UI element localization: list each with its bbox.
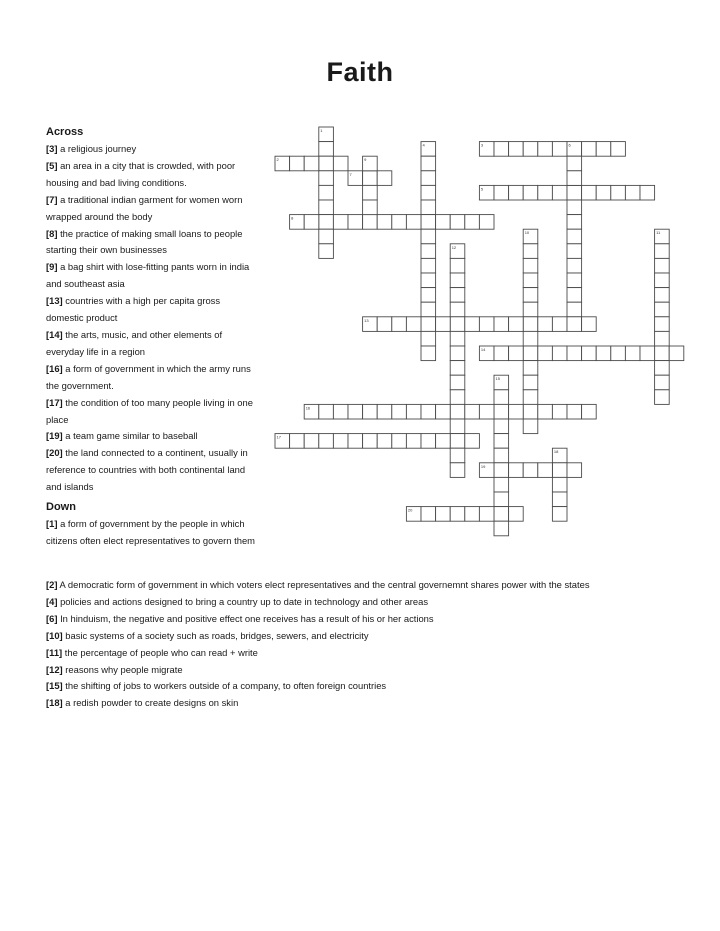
grid-cell[interactable] [363, 404, 378, 419]
clue-number: [14] [46, 328, 63, 340]
grid-cell-number: 8 [291, 215, 294, 221]
grid-cell[interactable] [655, 273, 670, 288]
grid-cell[interactable] [450, 404, 465, 419]
grid-cell[interactable] [304, 215, 319, 230]
grid-cell[interactable] [377, 215, 392, 230]
grid-cell[interactable] [421, 273, 436, 288]
grid-cell[interactable] [582, 185, 597, 200]
clue-number: [7] [46, 193, 58, 205]
grid-cell[interactable] [567, 404, 582, 419]
grid-cell[interactable] [406, 404, 421, 419]
grid-cell[interactable] [319, 229, 334, 244]
grid-cell[interactable] [392, 215, 407, 230]
grid-cell-number: 20 [407, 507, 413, 513]
grid-cell[interactable] [655, 361, 670, 376]
grid-cell[interactable] [552, 507, 567, 522]
grid-cell[interactable] [494, 463, 509, 478]
clue-item [46, 192, 258, 226]
grid-cell[interactable] [421, 156, 436, 171]
clue-number: [16] [46, 362, 63, 374]
grid-cell[interactable] [625, 346, 640, 361]
clue-number: [2] [46, 579, 58, 590]
grid-cell[interactable] [523, 258, 538, 273]
grid-cell[interactable] [523, 288, 538, 303]
grid-cell[interactable] [552, 477, 567, 492]
grid-cell[interactable] [494, 434, 509, 449]
grid-cell[interactable] [552, 317, 567, 332]
grid-cell[interactable] [538, 142, 553, 157]
grid-cell[interactable] [450, 317, 465, 332]
grid-cell-number: 11 [656, 230, 661, 236]
grid-cell[interactable] [552, 346, 567, 361]
grid-cell[interactable] [567, 200, 582, 215]
clue-number: [13] [46, 295, 63, 307]
grid-cell[interactable] [494, 521, 509, 536]
grid-cell[interactable] [421, 215, 436, 230]
grid-cell-number: 9 [364, 157, 367, 163]
grid-cell[interactable] [304, 434, 319, 449]
grid-cell[interactable] [640, 185, 655, 200]
grid-cell[interactable] [450, 419, 465, 434]
grid-cell[interactable] [655, 258, 670, 273]
grid-cell[interactable] [348, 215, 363, 230]
grid-cell[interactable] [479, 507, 494, 522]
grid-cell[interactable] [494, 317, 509, 332]
grid-cell[interactable] [596, 142, 611, 157]
grid-cell[interactable] [363, 185, 378, 200]
grid-cell[interactable] [538, 346, 553, 361]
grid-cell-number: 19 [480, 463, 486, 469]
clue-text: basic systems of a society such as roads, bridges, sewers, and electricity [62, 629, 369, 641]
grid-cell-number: 6 [568, 142, 571, 148]
grid-cell[interactable] [567, 215, 582, 230]
grid-cell[interactable] [509, 463, 524, 478]
clue-text: a form of government in which the army runs the government. [46, 362, 251, 391]
grid-cell[interactable] [611, 142, 626, 157]
grid-cell[interactable] [450, 258, 465, 273]
clue-item [46, 226, 258, 260]
grid-cell[interactable] [465, 215, 480, 230]
grid-cell[interactable] [509, 507, 524, 522]
grid-cell[interactable] [567, 258, 582, 273]
grid-cell[interactable] [348, 434, 363, 449]
grid-cell[interactable] [567, 273, 582, 288]
grid-cell[interactable] [450, 448, 465, 463]
grid-cell[interactable] [523, 317, 538, 332]
grid-cell[interactable] [450, 434, 465, 449]
grid-cell[interactable] [567, 156, 582, 171]
grid-cell[interactable] [655, 317, 670, 332]
grid-cell-number: 5 [480, 186, 484, 192]
grid-cell[interactable] [479, 404, 494, 419]
grid-cell[interactable] [348, 404, 363, 419]
clue-number: [9] [46, 261, 58, 273]
grid-cell[interactable] [582, 317, 597, 332]
clue-number: [11] [46, 646, 63, 658]
grid-cell[interactable] [406, 434, 421, 449]
clue-number: [6] [46, 612, 58, 624]
grid-cell[interactable] [669, 346, 684, 361]
grid-cell[interactable] [494, 404, 509, 419]
clue-item [46, 259, 258, 293]
grid-cell[interactable] [421, 302, 436, 317]
grid-cell[interactable] [509, 346, 524, 361]
grid-cell[interactable] [640, 346, 655, 361]
grid-cell[interactable] [479, 317, 494, 332]
grid-cell[interactable] [552, 404, 567, 419]
clue-item [46, 695, 686, 712]
grid-cell[interactable] [625, 185, 640, 200]
grid-cell[interactable] [596, 185, 611, 200]
clue-number: [1] [46, 518, 58, 530]
grid-cell[interactable] [319, 185, 334, 200]
grid-cell[interactable] [304, 156, 319, 171]
grid-cell[interactable] [436, 507, 451, 522]
grid-cell[interactable] [290, 156, 305, 171]
grid-cell[interactable] [479, 215, 494, 230]
clue-item [46, 678, 686, 695]
grid-cell[interactable] [494, 185, 509, 200]
grid-cell[interactable] [450, 463, 465, 478]
grid-cell-number: 15 [495, 376, 500, 382]
grid-cell[interactable] [436, 434, 451, 449]
grid-cell[interactable] [582, 404, 597, 419]
grid-cell-number: 17 [276, 434, 281, 440]
grid-cell[interactable] [523, 331, 538, 346]
grid-cell[interactable] [523, 273, 538, 288]
grid-cell[interactable] [567, 302, 582, 317]
clue-text: a team game similar to baseball [62, 430, 198, 442]
grid-cell[interactable] [567, 346, 582, 361]
clue-number: [8] [46, 227, 58, 239]
grid-cell[interactable] [552, 142, 567, 157]
grid-cell[interactable] [319, 434, 334, 449]
grid-cell[interactable] [538, 463, 553, 478]
clue-text: a redish powder to create designs on skin [62, 697, 239, 709]
grid-cell[interactable] [523, 185, 538, 200]
clue-number: [4] [46, 595, 58, 607]
clue-item [46, 662, 686, 679]
grid-cell[interactable] [523, 404, 538, 419]
grid-cell[interactable] [523, 390, 538, 405]
grid-cell[interactable] [567, 244, 582, 259]
clue-text: the percentage of people who can read + write [62, 646, 258, 658]
grid-cell[interactable] [582, 346, 597, 361]
grid-cell[interactable] [465, 404, 480, 419]
grid-cell[interactable] [611, 346, 626, 361]
grid-cell[interactable] [450, 390, 465, 405]
grid-cell[interactable] [392, 434, 407, 449]
grid-cell[interactable] [523, 463, 538, 478]
down-clue-list-first [46, 516, 258, 550]
grid-cell[interactable] [538, 317, 553, 332]
grid-cell[interactable] [436, 215, 451, 230]
clue-text: a form of government by the people in which citizens often elect representatives to govern them [46, 518, 255, 546]
grid-cell[interactable] [377, 404, 392, 419]
down-clue-list [46, 577, 686, 712]
grid-cell[interactable] [363, 171, 378, 186]
grid-cell[interactable] [523, 302, 538, 317]
clue-item [46, 445, 258, 496]
grid-cell-number: 2 [276, 157, 279, 163]
grid-cell[interactable] [421, 288, 436, 303]
grid-cell-number: 18 [553, 449, 559, 455]
grid-cell[interactable] [450, 273, 465, 288]
clue-item [46, 594, 686, 611]
grid-cell[interactable] [319, 171, 334, 186]
grid-cell[interactable] [509, 404, 524, 419]
grid-cell[interactable] [509, 142, 524, 157]
clue-text: the shifting of jobs to workers outside of a company, to often foreign countries [62, 680, 387, 692]
clue-text: the arts, music, and other elements of everyday life in a region [46, 328, 223, 357]
grid-cell[interactable] [655, 331, 670, 346]
grid-cell[interactable] [319, 244, 334, 259]
grid-cell[interactable] [421, 404, 436, 419]
grid-cell[interactable] [333, 215, 348, 230]
grid-cell[interactable] [377, 434, 392, 449]
clue-number: [17] [46, 396, 63, 408]
grid-cell[interactable] [421, 507, 436, 522]
grid-cell-number: 12 [451, 244, 457, 250]
grid-cell[interactable] [567, 229, 582, 244]
grid-cell[interactable] [421, 258, 436, 273]
clue-item [46, 611, 686, 628]
clue-item [46, 361, 258, 395]
grid-cell[interactable] [567, 171, 582, 186]
grid-cell[interactable] [523, 361, 538, 376]
grid-cell[interactable] [538, 185, 553, 200]
across-heading: Across [46, 126, 84, 138]
clue-number: [20] [46, 447, 63, 459]
clue-item [46, 395, 258, 429]
grid-cell[interactable] [377, 171, 392, 186]
clue-text: the land connected to a continent, usually in reference to countries with both continental land and islands [46, 447, 248, 493]
grid-cell[interactable] [450, 302, 465, 317]
grid-cell-number: 3 [480, 142, 484, 148]
grid-cell[interactable] [494, 390, 509, 405]
clue-item [46, 158, 258, 192]
clue-number: [3] [46, 143, 58, 154]
clue-number: [5] [46, 159, 58, 171]
grid-cell[interactable] [465, 507, 480, 522]
grid-cell[interactable] [319, 142, 334, 157]
grid-cell[interactable] [421, 185, 436, 200]
grid-cell[interactable] [538, 404, 553, 419]
grid-cell[interactable] [611, 185, 626, 200]
across-clues [46, 124, 258, 550]
clue-text: a traditional indian garment for women worn wrapped around the body [46, 193, 243, 222]
clue-number: [18] [46, 697, 63, 709]
grid-cell[interactable] [494, 477, 509, 492]
grid-cell[interactable] [421, 171, 436, 186]
grid-cell[interactable] [655, 302, 670, 317]
grid-cell[interactable] [596, 346, 611, 361]
grid-cell[interactable] [655, 244, 670, 259]
clue-item [46, 293, 258, 327]
grid-cell[interactable] [552, 492, 567, 507]
clue-number: [15] [46, 680, 63, 692]
grid-cell[interactable] [421, 331, 436, 346]
grid-cell[interactable] [450, 346, 465, 361]
grid-cell[interactable] [290, 434, 305, 449]
grid-cell-number: 14 [480, 347, 486, 352]
grid-cell[interactable] [436, 317, 451, 332]
grid-cell[interactable] [377, 317, 392, 332]
grid-cell[interactable] [333, 434, 348, 449]
clue-item [46, 628, 686, 645]
grid-cell[interactable] [523, 375, 538, 390]
grid-cell[interactable] [567, 463, 582, 478]
clue-text: an area in a city that is crowded, with poor housing and bad living conditions. [46, 159, 236, 188]
grid-cell[interactable] [509, 317, 524, 332]
grid-cell-number: 10 [524, 230, 530, 236]
grid-cell[interactable] [655, 375, 670, 390]
grid-cell[interactable] [392, 317, 407, 332]
clue-text: reasons why people migrate [62, 663, 183, 675]
grid-cell[interactable] [450, 331, 465, 346]
grid-cell[interactable] [392, 404, 407, 419]
grid-cell[interactable] [406, 317, 421, 332]
clue-text: policies and actions designed to bring a country up to date in technology and other areas [57, 595, 429, 607]
across-clue-list [46, 141, 258, 496]
grid-cell-number: 16 [305, 405, 311, 411]
grid-cell[interactable] [567, 288, 582, 303]
grid-cell[interactable] [494, 142, 509, 157]
grid-cell[interactable] [421, 200, 436, 215]
grid-cell[interactable] [450, 375, 465, 390]
grid-cell[interactable] [421, 346, 436, 361]
grid-cell[interactable] [509, 185, 524, 200]
grid-cell[interactable] [567, 185, 582, 200]
grid-cell[interactable] [363, 434, 378, 449]
grid-cell-number: 4 [422, 142, 425, 148]
grid-cell[interactable] [421, 434, 436, 449]
grid-cell[interactable] [494, 346, 509, 361]
clue-item [46, 645, 686, 662]
clue-number: [19] [46, 430, 63, 442]
grid-cell-number: 7 [349, 171, 352, 177]
grid-cell[interactable] [465, 317, 480, 332]
grid-cell[interactable] [523, 419, 538, 434]
grid-cell[interactable] [406, 215, 421, 230]
grid-cell[interactable] [494, 507, 509, 522]
grid-cell[interactable] [552, 463, 567, 478]
grid-cell[interactable] [655, 390, 670, 405]
grid-cell[interactable] [582, 142, 597, 157]
grid-cell[interactable] [319, 156, 334, 171]
grid-cell[interactable] [523, 244, 538, 259]
clue-number: [10] [46, 629, 63, 641]
grid-cell[interactable] [523, 142, 538, 157]
down-heading: Down [46, 501, 76, 514]
grid-cell[interactable] [450, 288, 465, 303]
grid-cell[interactable] [655, 288, 670, 303]
grid-cell[interactable] [567, 317, 582, 332]
grid-cell[interactable] [319, 215, 334, 230]
grid-cell[interactable] [465, 434, 480, 449]
grid-cell[interactable] [450, 507, 465, 522]
grid-cell-number: 13 [364, 317, 369, 323]
clue-item [46, 327, 258, 361]
grid-cell[interactable] [363, 215, 378, 230]
clue-item [46, 428, 258, 445]
page-title: Faith [326, 57, 394, 87]
clue-text: A democratic form of government in which voters elect representatives and the central governemnt shares power with the states [57, 579, 590, 590]
grid-cell-number: 1 [320, 128, 323, 133]
grid-cell[interactable] [494, 492, 509, 507]
clue-text: the practice of making small loans to people starting their own businesses [46, 227, 243, 256]
grid-cell[interactable] [421, 244, 436, 259]
clue-number: [12] [46, 663, 63, 675]
grid-cell[interactable] [319, 404, 334, 419]
grid-cell[interactable] [421, 317, 436, 332]
clue-text: countries with a high per capita gross domestic product [46, 295, 221, 324]
grid-cell[interactable] [333, 156, 348, 171]
grid-cell[interactable] [655, 346, 670, 361]
grid-cell[interactable] [436, 404, 451, 419]
grid-cell[interactable] [523, 346, 538, 361]
clue-item [46, 516, 258, 550]
grid-cell[interactable] [494, 448, 509, 463]
clue-text: a bag shirt with lose-fitting pants worn in india and southeast asia [46, 261, 250, 290]
clue-item [46, 141, 258, 158]
grid-cell[interactable] [363, 200, 378, 215]
clue-item [46, 577, 686, 594]
clue-text: the condition of too many people living in one place [46, 396, 253, 425]
grid-cell[interactable] [450, 215, 465, 230]
grid-cell[interactable] [494, 419, 509, 434]
grid-cell[interactable] [450, 361, 465, 376]
clue-text: In hinduism, the negative and positive effect one receives has a result of his or her actions [57, 612, 434, 624]
grid-cell[interactable] [552, 185, 567, 200]
grid-cell[interactable] [333, 404, 348, 419]
grid-cell[interactable] [421, 229, 436, 244]
grid-cell[interactable] [319, 200, 334, 215]
clue-text: a religious journey [57, 143, 137, 154]
